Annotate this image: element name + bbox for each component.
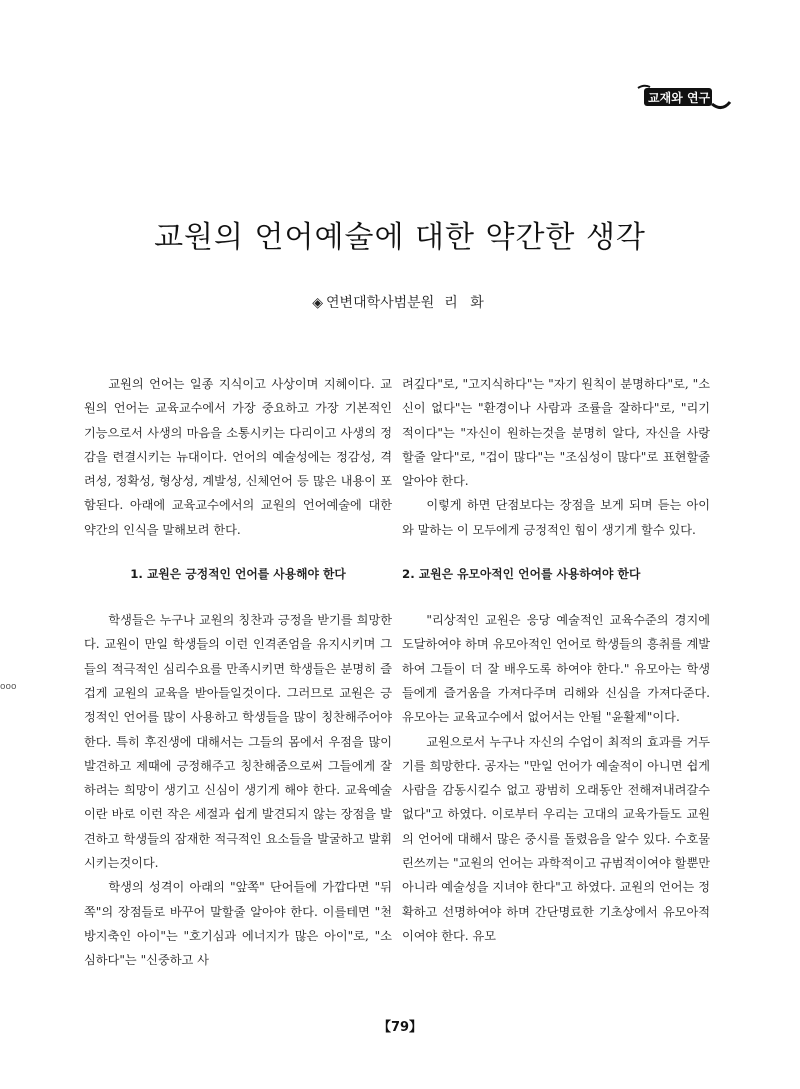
right-column — [402, 372, 710, 948]
section-1-paragraph-1: 학생들은 누구나 교원의 칭찬과 긍정을 받기를 희망한다. 교원이 만일 학생들의 이런 인격존엄을 유지시키며 그들의 적극적인 심리수요를 만족시키면 학생들은 분명히 즐겁게 교원의 교육을 받아들일것이다. 그러므로 교원은 긍정적인 언어를 많이 사용하고 학생들을 많이 칭찬해주어야 한다. 특히 후진생에 대해서는 그들의 몸에서 우점을 많이 발견하고 제때에 긍정해주고 칭찬해줌으로써 그들에게 잘하려는 희망이 생기고 신심이 생기게 해야 한다. 교육예술이란 바로 이런 작은 세절과 쉽게 발견되지 않는 장점을 발견하고 학생들의 잠재한 적극적인 요소들을 발굴하고 발휘시키는것이다. — [84, 613, 392, 871]
section-2-paragraph-2: 교원으로서 누구나 자신의 수업이 최적의 효과를 거두기를 희망한다. 공자는 "만일 언어가 예술적이 아니면 쉽게 사람을 감동시킬수 없고 광범히 오래동안 전해져내려갈수 없다"고 하였다. 이로부터 우리는 고대의 교육가들도 교원의 언어에 대해서 많은 중시를 돌렸음을 알수 있다. 수호물린쓰끼는 "교원의 언어는 과학적이고 규범적이여야 할뿐만아니라 예술성을 지녀야 한다"고 하였다. 교원의 언어는 정확하고 선명하여야 하며 간단명료한 기초상에서 유모아적이여야 한다. 유모 — [402, 734, 710, 943]
intro-paragraph: 교원의 언어는 일종 지식이고 사상이며 지혜이다. 교원의 언어는 교육교수에서 가장 중요하고 가장 기본적인 기능으로서 사생의 마음을 소통시키는 다리이고 사생의 정감을 련결시키는 뉴대이다. 언어의 예술성에는 정감성, 격려성, 정확성, 형상성, 계발성, 신체언어 등 많은 내용이 포함된다. 아래에 교육교수에서의 교원의 언어예술에 대한 약간의 인식을 말해보려 한다. — [84, 377, 392, 537]
continuation-paragraph: 려깊다"로, "고지식하다"는 "자기 원칙이 분명하다"로, "소신이 없다"는 "환경이나 사람과 조률을 잘하다"로, "리기적이다"는 "자신이 원하는것을 분명히 알다, 자신을 사랑할줄 알다"로, "겁이 많다"는 "조심성이 많다"로 표현할줄 알아야 한다. — [402, 377, 710, 489]
section-2-heading: 2. 교원은 유모아적인 언어를 사용하여야 한다 — [402, 567, 641, 582]
byline-affiliation: 연변대학사범분원 — [326, 295, 435, 311]
right-paragraph-2: 이렇게 하면 단점보다는 장점을 보게 되며 듣는 아이와 말하는 이 모두에게 긍정적인 힘이 생기게 할수 있다. — [402, 498, 710, 537]
section-2-paragraph-1: "리상적인 교원은 응당 예술적인 교육수준의 경지에 도달하여야 하며 유모아적인 언어로 학생들의 흥취를 계발하여 그들이 더 잘 배우도록 하여야 한다." 유모아는 학생들에게 즐거움을 가져다주며 리해와 신심을 가져다준다. 유모아는 교육교수에서 없어서는 안될 "윤활제"이다. — [402, 613, 710, 725]
byline-diamond-icon: ◈ — [312, 295, 324, 311]
section-tag — [636, 82, 732, 112]
section-tag-label: 교재와 연구 — [648, 91, 711, 105]
byline — [0, 292, 800, 312]
article-title: 교원의 언어예술에 대한 약간한 생각 — [154, 220, 646, 255]
byline-author: 리 화 — [444, 295, 488, 311]
margin-mark: ooo — [0, 682, 17, 692]
section-1-paragraph-2: 학생의 성격이 아래의 "앞쪽" 단어들에 가깝다면 "뒤쪽"의 장점들로 바꾸어 말할줄 알아야 한다. 이를테면 "천방지축인 아이"는 "호기심과 에너지가 많은 아이"로, "소심하다"는 "신중하고 사 — [84, 880, 392, 968]
left-column — [84, 372, 392, 973]
section-1-heading: 1. 교원은 긍정적인 언어를 사용해야 한다 — [130, 567, 346, 582]
page-number: 【79】 — [377, 1020, 423, 1035]
